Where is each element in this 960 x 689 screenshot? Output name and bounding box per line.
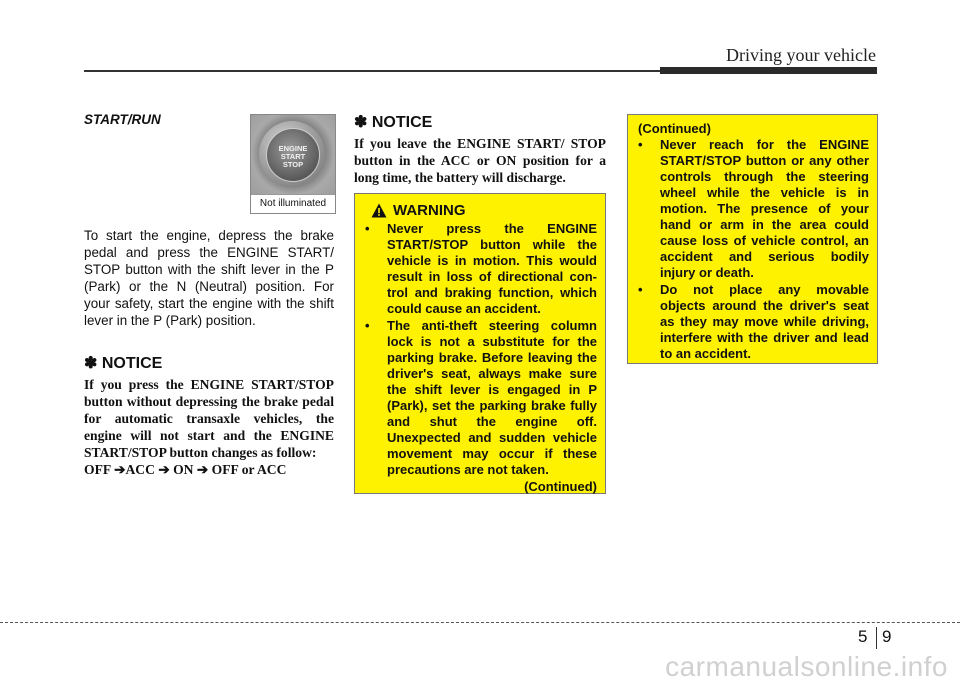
section-title: Driving your vehicle: [726, 45, 876, 65]
image-caption: Not illuminated: [251, 194, 335, 213]
button-label: [267, 145, 319, 169]
notice-heading-left: ✽ NOTICE: [84, 355, 163, 372]
button-label-line-2: START: [280, 152, 306, 161]
button-cap: [266, 128, 320, 182]
button-label-line-3: STOP: [282, 160, 304, 169]
warning-title: WARNING: [393, 202, 466, 219]
notice-text-left: If you press the ENGINE START/STOP button without depressing the brake pedal for automatic transaxle vehicles, the engine will not start and the ENGINE START/STOP button changes as follow:: [84, 377, 334, 460]
warning-title-row: [371, 202, 597, 219]
button-label-line-1: ENGINE: [278, 144, 308, 153]
continued-heading: (Continued): [638, 121, 711, 136]
notice-text-middle: If you leave the ENGINE START/ STOP button in the ACC or ON position for a long time, the battery will discharge.: [354, 136, 606, 185]
notice-heading-middle: ✽ NOTICE: [354, 114, 433, 131]
page-number-divider: [876, 627, 877, 649]
engine-start-stop-photo: [250, 114, 336, 214]
continued-warning-list: [638, 137, 869, 362]
warning-item: • Never reach for the ENGINE START/STOP button or any other controls through the steering wheel while the vehicle is in motion. The presence of your hand or arm in the area could cause loss of vehicle control, an accident and serious bodily injury or death.: [638, 137, 869, 281]
page-number: 9: [882, 627, 892, 646]
header-rule-accent: [660, 67, 877, 74]
warning-item: • Never press the ENGINE START/STOP button while the vehicle is in motion. This would result in loss of directional con- trol and braking function, which could cause an accident.: [365, 221, 597, 317]
warning-box: [354, 193, 606, 494]
chapter-number: 5: [858, 627, 868, 646]
warning-triangle-icon: [371, 203, 387, 218]
notice-sequence: OFF ➔ACC ➔ ON ➔ OFF or ACC: [84, 462, 287, 477]
middle-column-notice: [354, 112, 606, 186]
footer-rule: [0, 622, 960, 623]
warning-item: • Do not place any movable objects around the driver's seat as they may move while driving, interfere with the driver and lead to an accident.: [638, 282, 869, 362]
start-run-subheading-block: [84, 112, 250, 127]
warning-item: • The anti-theft steering column lock is not a substitute for the parking brake. Before leaving the driver's seat, always make sure the shift lever is engaged in P (Park), set the parking brake fully and shut the engine off. Unexpected and sudden vehicle movement may occur if these precautions are not taken.: [365, 318, 597, 478]
left-column-body: [84, 227, 334, 478]
continued-warning-box: [627, 114, 878, 364]
continued-label: (Continued): [524, 479, 597, 494]
start-run-paragraph: To start the engine, depress the brake pedal and press the ENGINE START/ STOP button with the shift lever in the P (Park) or the N (Neutral) position. For your safety, start the engine with the shift lever in the P (Park) position.: [84, 228, 334, 328]
start-run-subheading: START/RUN: [84, 112, 161, 127]
watermark: carmanualsonline.info: [665, 651, 948, 682]
warning-list: [365, 221, 597, 478]
